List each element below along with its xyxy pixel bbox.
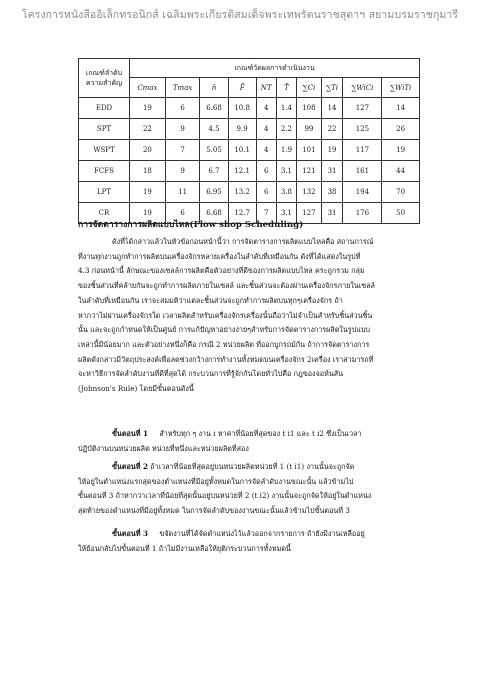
rule-header-line1: เกณฑ์ลำดับ [85, 69, 123, 77]
value-cell: 127 [297, 203, 321, 224]
value-cell: 6 [165, 98, 200, 119]
value-cell: 101 [297, 140, 321, 161]
value-cell: 19 [130, 203, 166, 224]
step-2-line: ขั้นตอนที่ 3 ถ้าหากว่าเวลาที่น้อยที่สุดนั้นอยู่บนหน่วยที่ 2 (t i2) งานนั้นจะถูกจัดให้อยู่ในตำแหน่ง [78, 491, 372, 501]
rule-cell: FCFS [79, 161, 130, 182]
paragraph-line: ในลำดับที่เหมือนกัน เราจะสมมติว่าแต่ละชิ้นส่วนจะถูกทำการผลิตบนทุกๆเครื่องจักร ถ้า [78, 295, 343, 305]
value-cell: 6.95 [200, 182, 228, 203]
step-3-label: ขั้นตอนที่ 3 [112, 529, 148, 538]
col-header-nbar: n̄ [200, 78, 228, 98]
value-cell: 194 [343, 182, 382, 203]
paragraph-line: ที่งานทุกงานถูกทำการผลิตบนเครื่องจักรหลายเครื่องในลำดับที่เหมือนกัน ดังที่ได้แสดงในรูปที่ [78, 251, 361, 261]
performance-table [78, 58, 420, 224]
value-cell: 20 [130, 140, 166, 161]
value-cell: 50 [382, 203, 420, 224]
step-3 [78, 527, 424, 556]
value-cell: 26 [382, 119, 420, 140]
step-2-line [78, 460, 424, 475]
value-cell: 4.5 [200, 119, 228, 140]
step-3-line: ให้ย้อนกลับไปขั้นตอนที่ 1 ถ้าไม่มีงานเหลือให้ยุติกระบวนการทั้งหมดนี้ [78, 543, 291, 553]
paragraph-line: ของชิ้นส่วนที่คล้ายกันจะถูกทำการผลิตภายในเซลล์ และชิ้นส่วนจะต้องผ่านเครื่องจักรภายในเซลล์ [78, 281, 375, 291]
value-cell: 6.68 [200, 203, 228, 224]
value-cell: 9 [165, 119, 200, 140]
value-cell: 132 [297, 182, 321, 203]
paragraph-line: (Johnson's Rule) โดยมีขั้นตอนดังนี้ [78, 384, 194, 394]
value-cell: 5.05 [200, 140, 228, 161]
table-row [79, 140, 420, 161]
paragraph-line: 4.3 ก่อนหน้านี้ ลักษณะของเซลล์การผลิตคือตัวอย่างที่ดีของการผลิตแบบไหล คระถูกรวม กลุ่ม [78, 266, 365, 276]
value-cell: 10.1 [228, 140, 256, 161]
value-cell: 38 [321, 182, 343, 203]
paragraph-line: ผลิตดังกล่าวมีวัตถุประสงค์เพื่อลดช่วงกว้างการทำงานทั้งหมดบนเครื่องจักร 2เครื่อง เราสามารถที่ [78, 354, 374, 364]
value-cell: 3.8 [276, 182, 297, 203]
value-cell: 4 [256, 140, 276, 161]
value-cell: 12.1 [228, 161, 256, 182]
col-header-sum-wt: ∑WiTi [382, 78, 420, 98]
step-1-line [78, 427, 424, 442]
table-row [79, 119, 420, 140]
value-cell: 3.1 [276, 203, 297, 224]
rule-cell: EDD [79, 98, 130, 119]
col-header-sum-t: ∑Ti [321, 78, 343, 98]
value-cell: 121 [297, 161, 321, 182]
rule-header-line2: ความสำคัญ [85, 79, 122, 87]
value-cell: 99 [297, 119, 321, 140]
value-cell: 9 [165, 161, 200, 182]
table-header-row [79, 59, 420, 78]
value-cell: 19 [321, 140, 343, 161]
value-cell: 6.7 [200, 161, 228, 182]
value-cell: 125 [343, 119, 382, 140]
value-cell: 31 [321, 203, 343, 224]
rule-cell: CR [79, 203, 130, 224]
rule-cell: LPT [79, 182, 130, 203]
intro-paragraph [78, 235, 424, 397]
value-cell: 6 [165, 203, 200, 224]
column-header-row [79, 78, 420, 98]
step-1-label: ขั้นตอนที่ 1 [112, 429, 148, 438]
value-cell: 7 [256, 203, 276, 224]
paragraph-line: เหล่านี้มีน้อยมาก และตัวอย่างหนึ่งก็คือ กรณี 2 หน่วยผลิต ที่ออกบูกรถม์กัน ถ้าการจัดตารางการ [78, 339, 370, 349]
table-row [79, 182, 420, 203]
value-cell: 4 [256, 98, 276, 119]
value-cell: 176 [343, 203, 382, 224]
value-cell: 11 [165, 182, 200, 203]
step-2-line: สุดท้ายของตำแหน่งที่มีอยู่ทั้งหมด ในการจัดลำดับของงานขณะนั้นแล้วข้ามไปขั้นตอนที่ 3 [78, 506, 350, 516]
value-cell: 3.1 [276, 161, 297, 182]
value-cell: 2.2 [276, 119, 297, 140]
value-cell: 22 [130, 119, 166, 140]
value-cell: 7 [165, 140, 200, 161]
value-cell: 117 [343, 140, 382, 161]
step-2 [78, 460, 424, 519]
table-row [79, 161, 420, 182]
rule-cell: SPT [79, 119, 130, 140]
value-cell: 18 [130, 161, 166, 182]
rule-column-header [79, 59, 130, 98]
value-cell: 10.8 [228, 98, 256, 119]
value-cell: 1.4 [276, 98, 297, 119]
step-2-label: ขั้นตอนที่ 2 [112, 462, 148, 471]
value-cell: 31 [321, 161, 343, 182]
value-cell: 108 [297, 98, 321, 119]
col-header-nt: NT [256, 78, 276, 98]
col-header-tbar: T̄ [276, 78, 297, 98]
value-cell: 6 [256, 182, 276, 203]
value-cell: 70 [382, 182, 420, 203]
value-cell: 22 [321, 119, 343, 140]
paragraph-line: หากว่าไม่ผ่านเครื่องจักรใด เวลาผลิตสำหรับเครื่องจักรเครื่องนั้นถือว่าไม่จำเป็นสำหรับชิ้นส่วนชิ้น [78, 310, 373, 320]
value-cell: 19 [382, 140, 420, 161]
paragraph-line: นั้น และจะถูกกำหนดให้เป็นศูนย์ การแก้ปัญหาอย่างง่ายๆสำหรับการจัดตารางการผลิตในรูปแบบ [78, 325, 370, 335]
rule-cell: WSPT [79, 140, 130, 161]
table-body [79, 98, 420, 224]
value-cell: 14 [382, 98, 420, 119]
step-3-text: ขจัดงานที่ได้จัดตำแหน่งไว้แล้วออกจากรายการ ถ้ายังมีงานเหลืออยู่ [159, 529, 365, 538]
value-cell: 12.7 [228, 203, 256, 224]
step-1 [78, 427, 424, 456]
value-cell: 127 [343, 98, 382, 119]
step-3-line [78, 527, 424, 542]
section-title: การจัดตารางการผลิตแบบไหล(Flow shop Scheduling) [78, 220, 304, 230]
value-cell: 44 [382, 161, 420, 182]
col-header-sum-wc: ∑WiCi [343, 78, 382, 98]
value-cell: 161 [343, 161, 382, 182]
value-cell: 19 [130, 98, 166, 119]
value-cell: 14 [321, 98, 343, 119]
step-1-text: สำหรับทุก ๆ งาน i หาค่าที่น้อยที่สุดของ t i1 และ t i2 ซึ่งเป็นเวลา [159, 429, 362, 438]
table-row [79, 98, 420, 119]
page-watermark: โครงการหนังสืออิเล็กทรอนิกส์ เฉลิมพระเกียรติสมเด็จพระเทพรัตนราชสุดาฯ สยามบรมราชกุมารี [21, 9, 459, 21]
step-2-line: ให้อยู่ในตำแหน่งแรกสุดของตำแหน่งที่มีอยู่ทั้งหมดในการจัดลำดับงานขณะนั้น แล้วข้ามไป [78, 476, 354, 486]
value-cell: 6.68 [200, 98, 228, 119]
criteria-header: เกณฑ์วัดผลการดำเนินงาน [130, 59, 420, 78]
col-header-fbar: F̄ [228, 78, 256, 98]
value-cell: 6 [256, 161, 276, 182]
paragraph-line: ดังที่ได้กล่าวแล้วในหัวข้อก่อนหน้านี้ว่า การจัดตารางการผลิตแบบไหลคือ สถานการณ์ [112, 237, 374, 246]
value-cell: 9.9 [228, 119, 256, 140]
col-header-tmax: Tmax [165, 78, 200, 98]
col-header-cmax: Cmax [130, 78, 166, 98]
step-2-text: ถ้าเวลาที่น้อยที่สุดอยู่บนหน่วยผลิตหน่วยที่ 1 (t i1) งานนั้นจะถูกจัด [150, 462, 355, 471]
step-1-line: ปฏิบัติงานบนหน่วยผลิต หน่วยที่หนึ่งและหน่วยผลิตที่สอง [78, 443, 249, 453]
value-cell: 13.2 [228, 182, 256, 203]
value-cell: 1.9 [276, 140, 297, 161]
value-cell: 19 [130, 182, 166, 203]
col-header-sum-c: ∑Ci [297, 78, 321, 98]
paragraph-line: จะหาวิธีการจัดลำดับงานที่ดีที่สุดได้ กระบวนการที่รู้จักกันโดยทั่วไปคือ กฎของจอห์นสัน [78, 369, 344, 379]
value-cell: 4 [256, 119, 276, 140]
